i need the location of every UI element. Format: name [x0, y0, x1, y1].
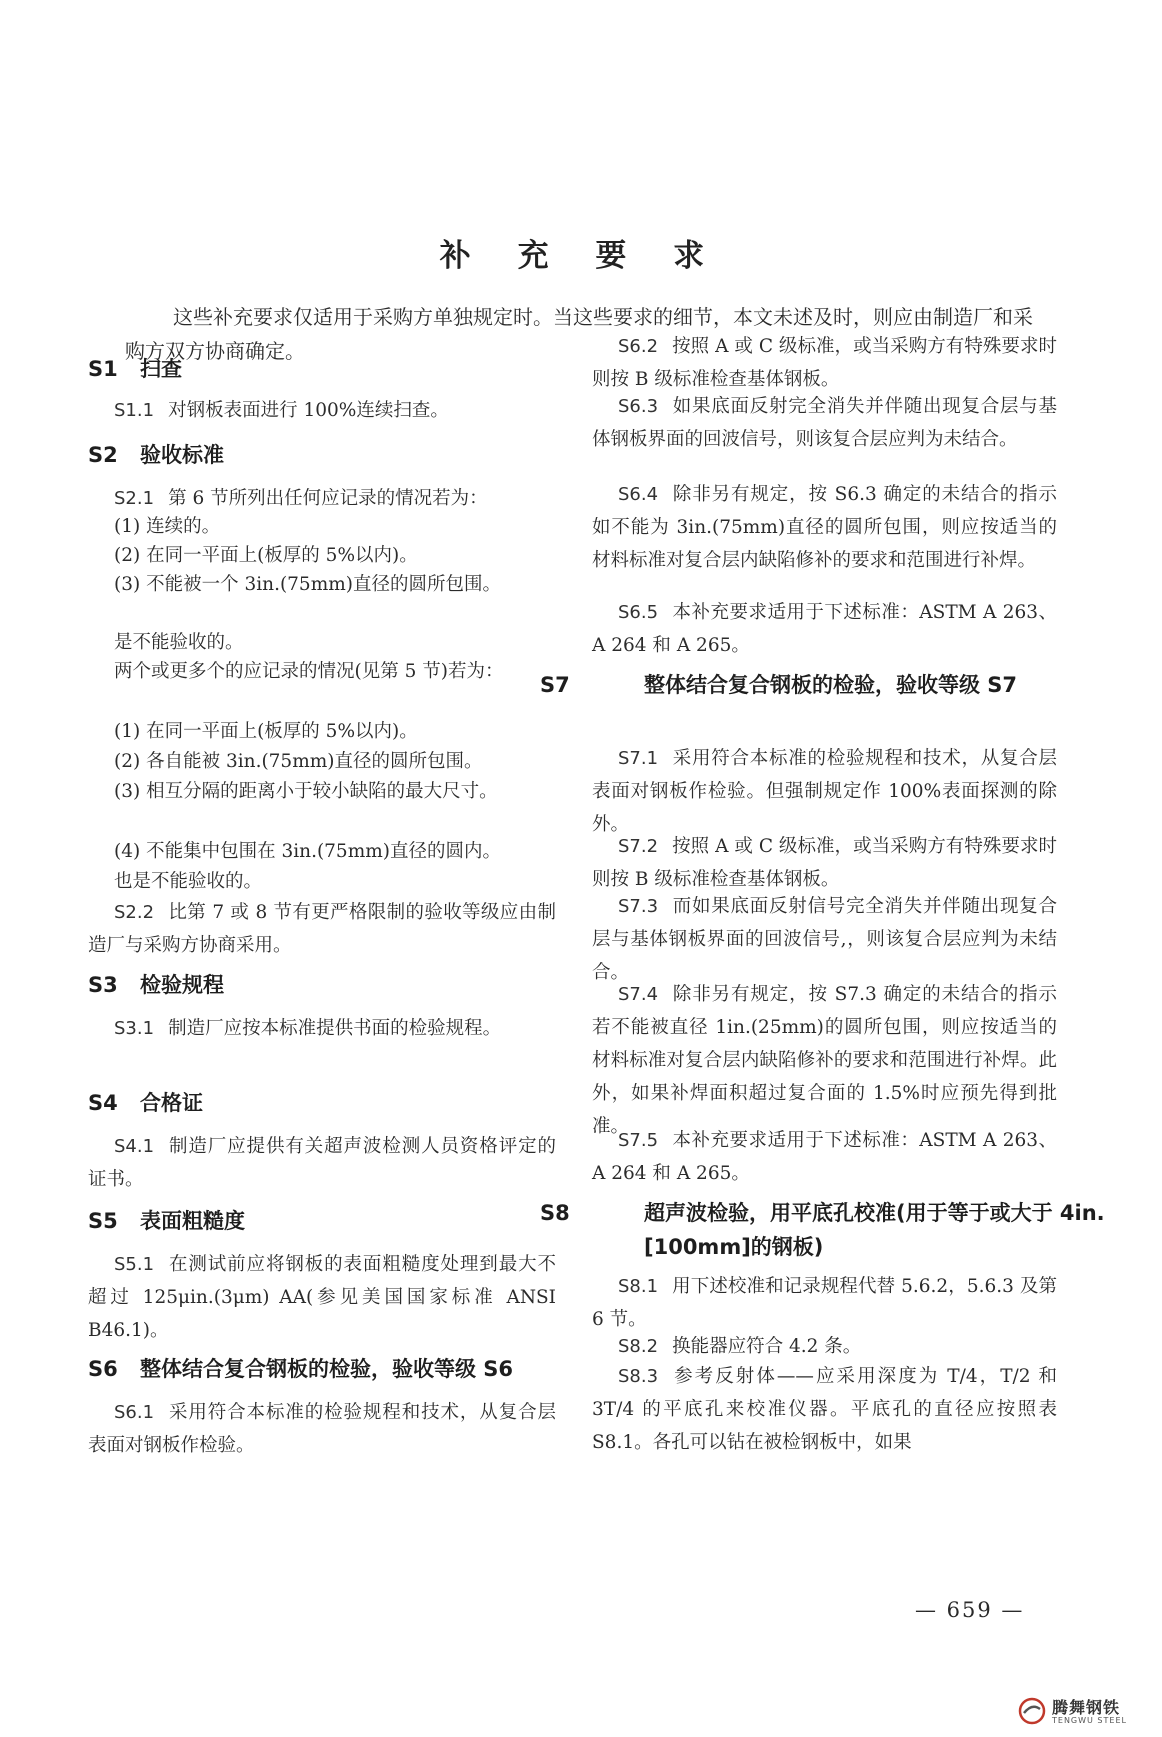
clause-s8-1: S8.1 用下述校准和记录规程代替 5.6.2，5.6.3 及第 6 节。 — [592, 1276, 1057, 1330]
list-item: (3) 不能被一个 3in.(75mm)直径的圆所包围。 — [114, 574, 502, 595]
section-heading-s3: S3 检验规程 — [88, 973, 224, 997]
clause-s6-1: S6.1 采用符合本标准的检验规程和技术，从复合层表面对钢板作检验。 — [88, 1402, 556, 1456]
clause-s8-3: S8.3 参考反射体——应采用深度为 T/4，T/2 和 3T/4 的平底孔来校准仪器。平底孔的直径应按照表 S8.1。各孔可以钻在被检钢板中，如果 — [592, 1366, 1057, 1453]
section-heading-s8: S8 超声波检验，用平底孔校准(用于等于或大于 4in.[100mm]的钢板) — [540, 1201, 1105, 1259]
section-heading-s2: S2 验收标准 — [88, 443, 224, 467]
page-number: — 659 — — [915, 1598, 1025, 1622]
paragraph: 也是不能验收的。 — [114, 871, 263, 892]
clause-s6-4: S6.4 除非另有规定，按 S6.3 确定的未结合的指示如不能为 3in.(75mm)直径的圆所包围，则应按适当的材料标准对复合层内缺陷修补的要求和范围进行补焊。 — [592, 484, 1057, 571]
logo-text-cn: 腾舞钢铁 — [1052, 1698, 1121, 1717]
clause-s7-4: S7.4 除非另有规定，按 S7.3 确定的未结合的指示若不能被直径 1in.(25mm)的圆所包围，则应按适当的材料标准对复合层内缺陷修补的要求和范围进行补焊。此外，如果补焊面积超过复合面的 1.5%时应预先得到批准。 — [592, 984, 1057, 1137]
clause-s8-2: S8.2 换能器应符合 4.2 条。 — [618, 1336, 862, 1357]
clause-s7-3: S7.3 而如果底面反射信号完全消失并伴随出现复合层与基体钢板界面的回波信号,，则该复合层应判为未结合。 — [592, 896, 1057, 983]
clause-s3-1: S3.1 制造厂应按本标准提供书面的检验规程。 — [114, 1018, 502, 1039]
paragraph: 是不能验收的。 — [114, 632, 244, 653]
section-heading-s5: S5 表面粗糙度 — [88, 1209, 245, 1233]
list-item: (3) 相互分隔的距离小于较小缺陷的最大尺寸。 — [114, 781, 498, 802]
intro-paragraph: 这些补充要求仅适用于采购方单独规定时。当这些要求的细节，本文未述及时，则应由制造厂和采购方双方协商确定。 — [125, 305, 1033, 363]
clause-s7-2: S7.2 按照 A 或 C 级标准，或当采购方有特殊要求时则按 B 级标准检查基体钢板。 — [592, 836, 1057, 890]
section-heading-s1: S1 扫查 — [88, 357, 182, 381]
watermark-logo — [1018, 1695, 1158, 1731]
clause-s5-1: S5.1 在测试前应将钢板的表面粗糙度处理到最大不超过 125μin.(3μm) AA(参见美国国家标准 ANSI B46.1)。 — [88, 1254, 556, 1341]
clause-s4-1: S4.1 制造厂应提供有关超声波检测人员资格评定的证书。 — [88, 1136, 556, 1190]
list-item: (4) 不能集中包围在 3in.(75mm)直径的圆内。 — [114, 841, 502, 862]
clause-s7-1: S7.1 采用符合本标准的检验规程和技术，从复合层表面对钢板作检验。但强制规定作 100%表面探测的除外。 — [592, 748, 1057, 835]
clause-s6-2: S6.2 按照 A 或 C 级标准，或当采购方有特殊要求时则按 B 级标准检查基体钢板。 — [592, 336, 1057, 390]
clause-s6-5: S6.5 本补充要求适用于下述标准：ASTM A 263、A 264 和 A 265。 — [592, 602, 1057, 656]
list-item: (2) 各自能被 3in.(75mm)直径的圆所包围。 — [114, 751, 483, 772]
paragraph: 两个或更多个的应记录的情况(见第 5 节)若为： — [114, 661, 504, 682]
clause-s1-1: S1.1 对钢板表面进行 100%连续扫查。 — [114, 400, 449, 421]
clause-s2-1: S2.1 第 6 节所列出任何应记录的情况若为： — [114, 488, 488, 509]
section-heading-s4: S4 合格证 — [88, 1091, 203, 1115]
section-heading-s6: S6 整体结合复合钢板的检验，验收等级 S6 — [88, 1357, 514, 1381]
clause-s2-2: S2.2 比第 7 或 8 节有更严格限制的验收等级应由制造厂与采购方协商采用。 — [88, 902, 556, 956]
list-item: (1) 连续的。 — [114, 516, 221, 537]
list-item: (2) 在同一平面上(板厚的 5%以内)。 — [114, 545, 418, 566]
list-item: (1) 在同一平面上(板厚的 5%以内)。 — [114, 721, 418, 742]
section-heading-s7: S7 整体结合复合钢板的检验，验收等级 S7 — [540, 673, 1018, 697]
clause-s6-3: S6.3 如果底面反射完全消失并伴随出现复合层与基体钢板界面的回波信号，则该复合层应判为未结合。 — [592, 396, 1057, 450]
clause-s7-5: S7.5 本补充要求适用于下述标准：ASTM A 263、A 264 和 A 265。 — [592, 1130, 1057, 1184]
logo-text-en: TENGWU STEEL — [1052, 1716, 1127, 1725]
page-title: 补 充 要 求 — [439, 238, 723, 274]
tengwu-logo-icon — [1018, 1697, 1046, 1725]
